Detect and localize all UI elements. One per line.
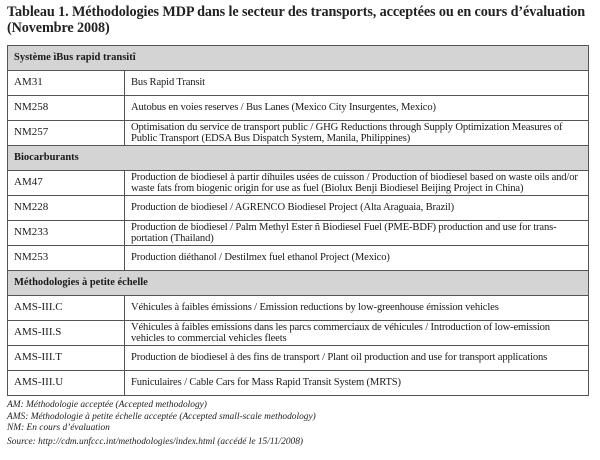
- methodology-code: NM253: [8, 246, 125, 271]
- footnote-ams: AMS: Méthodologie à petite échelle acceptée (Accepted small-scale methodology): [7, 411, 316, 422]
- methodology-code: AMS-III.T: [8, 346, 125, 371]
- methodology-description: Autobus en voies reserves / Bus Lanes (Mexico City Insurgentes, Mexico): [125, 96, 589, 121]
- section-header-bus-rapid-transit: [8, 46, 589, 71]
- table-row: [8, 71, 589, 96]
- table-row: [8, 346, 589, 371]
- table-row: [8, 221, 589, 246]
- section-heading: Méthodologies à petite échelle: [8, 271, 589, 296]
- methodology-description: Bus Rapid Transit: [125, 71, 589, 96]
- footnotes: [7, 400, 597, 448]
- source-note: Source: http://cdm.unfccc.int/methodologies/index.html (accédé le 15/11/2008): [7, 436, 304, 447]
- methodology-code: AM47: [8, 171, 125, 196]
- methodology-description: Production de biodiesel / AGRENCO Biodiesel Project (Alta Araguaia, Brazil): [125, 196, 589, 221]
- table-row: [8, 371, 589, 396]
- section-heading: Système ìBus rapid transitî: [8, 46, 589, 71]
- methodology-code: AMS-III.U: [8, 371, 125, 396]
- table-title: Tableau 1. Méthodologies MDP dans le secteur des transports, acceptées ou en cours d’évaluation (Novembre 2008): [7, 4, 586, 36]
- methodology-code: AMS-III.C: [8, 296, 125, 321]
- table-row: [8, 321, 589, 346]
- methodology-code: AMS-III.S: [8, 321, 125, 346]
- methodology-description: Production de biodiesel à partir díhuiles usées de cuisson / Production of biodiesel based on waste oils and/or waste fats from biogenic origin for use as fuel (Biolux Benji Biodiesel Beijing Project in China): [125, 171, 589, 196]
- table-row: [8, 96, 589, 121]
- table-row: [8, 296, 589, 321]
- methodology-code: NM228: [8, 196, 125, 221]
- methodology-description: Production de biodiesel / Palm Methyl Ester ñ Biodiesel Fuel (PME-BDF) production and use for trans-portation (Thailand): [125, 221, 589, 246]
- methodology-description: Funiculaires / Cable Cars for Mass Rapid Transit System (MRTS): [125, 371, 589, 396]
- methodologies-table: [7, 45, 589, 396]
- table-row: [8, 121, 589, 146]
- table-row: [8, 196, 589, 221]
- methodology-code: NM233: [8, 221, 125, 246]
- methodology-code: NM258: [8, 96, 125, 121]
- table-row: [8, 246, 589, 271]
- methodology-description: Production diéthanol / Destilmex fuel ethanol Project (Mexico): [125, 246, 589, 271]
- methodology-description: Véhicules à faibles émissions / Emission reductions by low-greenhouse émission vehicles: [125, 296, 589, 321]
- footnote-nm: NM: En cours d’évaluation: [7, 423, 110, 433]
- section-heading: Biocarburants: [8, 146, 589, 171]
- methodology-description: Production de biodiesel à des fins de transport / Plant oil production and use for transport applications: [125, 346, 589, 371]
- table-row: [8, 171, 589, 196]
- footnote-am: AM: Méthodologie acceptée (Accepted methodology): [7, 400, 207, 410]
- methodology-code: NM257: [8, 121, 125, 146]
- methodology-description: Optimisation du service de transport public / GHG Reductions through Supply Optimization Measures of Public Transport (EDSA Bus Dispatch System, Manila, Philippines): [125, 121, 589, 146]
- methodology-description: Véhicules à faibles emissions dans les parcs commerciaux de véhicules / Introduction of low-emission vehicles to commercial vehicles fleets: [125, 321, 589, 346]
- section-header-small-scale: [8, 271, 589, 296]
- methodology-code: AM31: [8, 71, 125, 96]
- section-header-biocarburants: [8, 146, 589, 171]
